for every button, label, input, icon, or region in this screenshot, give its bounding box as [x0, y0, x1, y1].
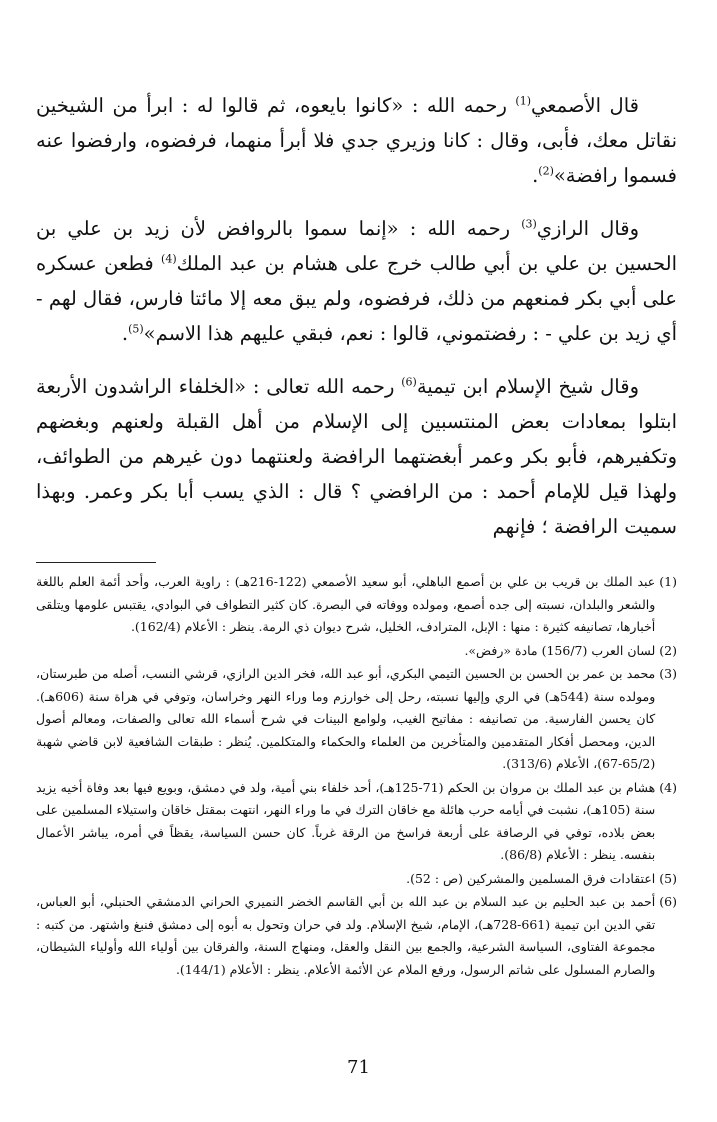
footnote-number: (4)	[659, 779, 677, 795]
footnote-text: اعتقادات فرق المسلمين والمشركين (ص : 52).	[406, 870, 656, 886]
footnote-ref: (2)	[538, 164, 554, 178]
paragraph-text: .	[532, 164, 539, 187]
paragraph-text: وقال شيخ الإسلام ابن تيمية	[416, 375, 639, 398]
footnote-3	[36, 663, 677, 776]
footnote-text: أحمد بن عبد الحليم بن عبد السلام بن عبد الله بن أبي القاسم الخضر النميري الحراني الدمشقي الحنبلي، أبو العباس، تقي الدين ابن تيمية (661-728هـ)، الإمام، شيخ الإسلام. ولد في حران وتحول به أبوه إلى دمشق فنبغ واشتهر. من كتبه : مجموعة الفتاوى، السياسة الشرعية، والجمع بين النقل والعقل، ومنهاج السنة، والفرقان بين أولياء الله وأولياء الشيطان، والصارم المسلول على شاتم الرسول، ورفع الملام عن الأئمة الأعلام. ينظر : الأعلام (144/1).	[36, 894, 656, 977]
paragraph-text: وقال الرازي	[536, 217, 640, 240]
footnote-6	[36, 891, 677, 981]
footnote-text: هشام بن عبد الملك بن مروان بن الحكم (71-125هـ)، أحد خلفاء بني أمية، ولد في دمشق، وبويع فيها بعد وفاة أخيه يزيد سنة (105هـ)، نشبت في أيامه حرب هائلة مع خاقان الترك في ما وراء النهر، انتهت بمقتل خاقان واستيلاء المسلمين على بعض بلاده، توفي في الرصافة على أربعة فراسخ من الرقة غرباً. كان حسن السياسة، يقظاً في أمره، يباشر الأعمال بنفسه. ينظر : الأعلام (86/8).	[36, 779, 656, 862]
footnote-4	[36, 777, 677, 867]
footnotes	[36, 571, 677, 981]
footnote-5	[36, 868, 677, 891]
footnote-number: (1)	[659, 574, 677, 589]
footnote-2	[36, 640, 677, 663]
page-number: 71	[347, 1057, 370, 1078]
footnote-ref: (6)	[401, 375, 417, 389]
footnote-1	[36, 571, 677, 639]
paragraph-ibn-taymiyya	[36, 369, 677, 544]
footnote-ref: (1)	[515, 94, 532, 108]
paragraph-text: رحمه الله : «كانوا بايعوه، ثم قالوا له : ابرأ من الشيخين نقاتل معك، فأبى، وقال : كانا وزيري جدي فلا أبرأ منهما، فرفضوه، وارفضوا عنه فسموا رافضة»	[36, 94, 677, 187]
footnote-separator	[36, 562, 677, 563]
footnote-number: (5)	[659, 870, 677, 886]
footnote-number: (6)	[659, 894, 677, 909]
footnote-number: (2)	[659, 642, 677, 658]
paragraph-text: رحمه الله : «إنما سموا بالروافض لأن زيد بن علي بن الحسين بن علي بن أبي طالب خرج على هشام بن عبد الملك	[36, 217, 677, 275]
main-text	[36, 88, 677, 544]
paragraph-text: .	[121, 322, 129, 345]
paragraph-text: فطعن عسكره على أبي بكر فمنعهم من ذلك، فرفضوه، ولم يبق معه إلا مائتا فارس، فقال لهم - أي زيد بن علي - : رفضتموني، قالوا : نعم، فبقي عليهم هذا الاسم»	[36, 252, 677, 345]
footnote-ref: (4)	[161, 252, 177, 266]
footnote-text: لسان العرب (156/7) مادة «رفض».	[464, 642, 656, 658]
paragraph-asmai	[36, 88, 677, 193]
footnote-number: (3)	[659, 666, 677, 681]
paragraph-text: رحمه الله تعالى : «الخلفاء الراشدون الأربعة ابتلوا بمعادات بعض المنتسبين إلى الإسلام من أهل القبلة ولعنهم وبغضهم وتكفيرهم، فأبو بكر وعمر أبغضتهما الرافضة ولعنتهما دون غيرهم من الطوائف، ولهذا قيل للإمام أحمد : من الرافضي ؟ قال : الذي يسب أبا بكر وعمر. وبهذا سميت الرافضة ؛ فإنهم	[36, 375, 677, 538]
paragraph-text: قال الأصمعي	[531, 94, 639, 117]
footnote-ref: (5)	[128, 322, 144, 336]
footnote-text: عبد الملك بن قريب بن علي بن أصمع الباهلي، أبو سعيد الأصمعي (122-216هـ) : راوية العرب، وأحد أئمة العلم باللغة والشعر والبلدان، نسبته إلى جده أصمع، ومولده ووفاته في البصرة. كان كثير التطواف في البوادي، يقتبس علومها ويتلقى أخبارها، تصانيفه كثيرة : منها : الإبل، المترادف، الخليل، شرح ديوان ذي الرمة. ينظر : الأعلام (162/4).	[36, 574, 656, 634]
paragraph-razi	[36, 211, 677, 351]
footnote-text: محمد بن عمر بن الحسن بن الحسين التيمي البكري، أبو عبد الله، فخر الدين الرازي، قرشي النسب، أصله من طبرستان، ومولده سنة (544هـ) في الري وإليها نسبته، رحل إلى خوارزم وما وراء النهر وخراسان، وتوفي في هراة سنة (606هـ). كان يحسن الفارسية. من تصانيفه : مفاتيح الغيب، ولوامع البينات في شرح أسماء الله تعالى والصفات، ومعالم أصول الدين، ومحصل أفكار المتقدمين والمتأخرين من العلماء والحكماء والمتكلمين. يُنظر : طبقات الشافعية لابن قاضي شهبة (65/2-67)، الأعلام (313/6).	[36, 666, 656, 771]
footnote-ref: (3)	[521, 217, 537, 231]
